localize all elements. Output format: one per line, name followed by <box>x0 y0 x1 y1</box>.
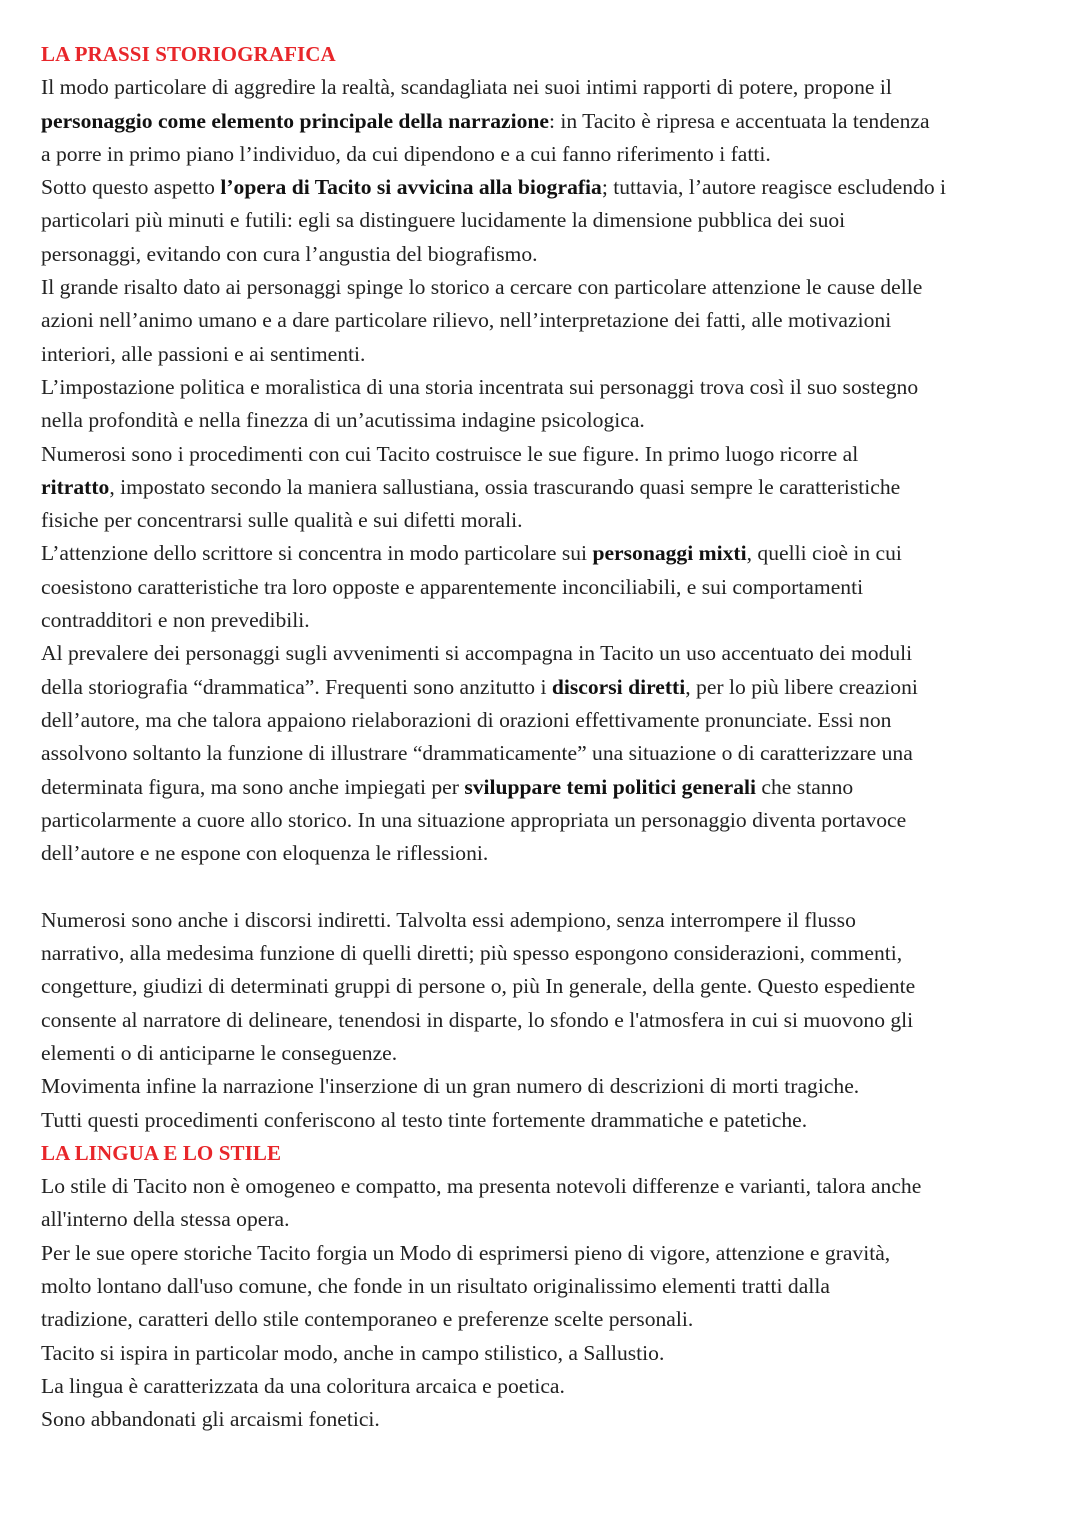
text-segment: : in Tacito è ripresa e accentuata la tendenza <box>548 108 930 133</box>
text-line <box>41 804 1040 837</box>
text-segment: Movimenta infine la narrazione l'inserzione di un gran numero di descrizioni di morti tragiche. <box>41 1074 860 1099</box>
text-segment: , impostato secondo la maniera sallustiana, ossia trascurando quasi sempre le caratteristiche <box>109 474 901 499</box>
text-line <box>41 970 1040 1003</box>
text-line <box>41 1170 1040 1203</box>
section-heading-lingua-stile: LA LINGUA E LO STILE <box>41 1140 282 1165</box>
text-segment: che stanno <box>756 774 854 799</box>
text-segment: interiori, alle passioni e ai sentimenti. <box>41 341 366 366</box>
text-segment: assolvono soltanto la funzione di illustrare “drammaticamente” una situazione o di caratterizzare una <box>41 741 913 766</box>
text-segment: Tacito si ispira in particolar modo, anche in campo stilistico, a Sallustio. <box>41 1340 665 1365</box>
paragraph-lingua-stile <box>41 1170 1040 1436</box>
text-line <box>41 304 1040 337</box>
text-line <box>41 1303 1040 1336</box>
text-segment: Sono abbandonati gli arcaismi fonetici. <box>41 1407 380 1432</box>
text-segment: tradizione, caratteri dello stile contemporaneo e preferenze scelte personali. <box>41 1307 694 1332</box>
text-line <box>41 105 1040 138</box>
text-segment: ; tuttavia, l’autore reagisce escludendo i <box>601 175 947 200</box>
text-segment: della storiografia “drammatica”. Frequenti sono anzitutto i <box>41 674 552 699</box>
text-line <box>41 1237 1040 1270</box>
text-segment: , quelli cioè in cui <box>746 541 902 566</box>
text-segment: dell’autore, ma che talora appaiono rielaborazioni di orazioni effettivamente pronunciate. Essi non <box>41 707 892 732</box>
text-segment: L’impostazione politica e moralistica di una storia incentrata sui personaggi trova così il suo sostegno <box>41 374 919 399</box>
bold-text: ritratto <box>41 474 110 499</box>
bold-text: personaggi mixti <box>592 541 747 566</box>
text-line <box>41 571 1040 604</box>
text-line <box>41 1403 1040 1436</box>
text-segment: all'interno della stessa opera. <box>41 1207 290 1232</box>
text-line <box>41 537 1040 570</box>
text-line <box>41 604 1040 637</box>
paragraph-gap <box>41 870 1040 903</box>
text-line <box>41 171 1040 204</box>
text-line <box>41 737 1040 770</box>
section-heading-prassi: LA PRASSI STORIOGRAFICA <box>41 42 336 66</box>
text-line <box>41 1037 1040 1070</box>
text-segment: fisiche per concentrarsi sulle qualità e sui difetti morali. <box>41 508 523 533</box>
text-segment: molto lontano dall'uso comune, che fonde in un risultato originalissimo elementi tratti dalla <box>41 1273 830 1298</box>
text-segment: Numerosi sono i procedimenti con cui Tacito costruisce le sue figure. In primo luogo ricorre al <box>41 441 859 466</box>
text-segment: nella profondità e nella finezza di un’acutissima indagine psicologica. <box>41 408 645 433</box>
text-line <box>41 504 1040 537</box>
text-segment: particolarmente a cuore allo storico. In una situazione appropriata un personaggio diventa portavoce <box>41 807 907 832</box>
text-segment: narrativo, alla medesima funzione di quelli diretti; più spesso espongono considerazioni, commenti, <box>41 941 903 966</box>
text-segment: azioni nell’animo umano e a dare particolare rilievo, nell’interpretazione dei fatti, alle motivazioni <box>41 308 892 333</box>
bold-text: l’opera di Tacito si avvicina alla biografia <box>220 175 602 200</box>
bold-text: personaggio come elemento principale della narrazione <box>41 108 549 133</box>
text-line <box>41 471 1040 504</box>
text-segment: Lo stile di Tacito non è omogeneo e compatto, ma presenta notevoli differenze e varianti, talora anche <box>41 1174 922 1199</box>
text-segment: Numerosi sono anche i discorsi indiretti. Talvolta essi adempiono, senza interrompere il flusso <box>41 907 856 932</box>
text-segment: Al prevalere dei personaggi sugli avvenimenti si accompagna in Tacito un uso accentuato dei moduli <box>41 641 913 666</box>
text-line <box>41 637 1040 670</box>
text-line <box>41 371 1040 404</box>
text-line <box>41 71 1040 104</box>
text-segment: Tutti questi procedimenti conferiscono al testo tinte fortemente drammatiche e patetiche. <box>41 1107 808 1132</box>
text-line <box>41 1203 1040 1236</box>
text-line <box>41 1337 1040 1370</box>
text-line <box>41 904 1040 937</box>
text-line <box>41 937 1040 970</box>
text-line <box>41 704 1040 737</box>
text-line <box>41 837 1040 870</box>
text-segment: consente al narratore di delineare, tenendosi in disparte, lo sfondo e l'atmosfera in cui si muovono gli <box>41 1007 914 1032</box>
text-line <box>41 338 1040 371</box>
text-segment: determinata figura, ma sono anche impiegati per <box>41 774 465 799</box>
text-segment: a porre in primo piano l’individuo, da cui dipendono e a cui fanno riferimento i fatti. <box>41 141 771 166</box>
text-line <box>41 1270 1040 1303</box>
text-segment: Sotto questo aspetto <box>41 175 221 200</box>
text-line <box>41 238 1040 271</box>
text-line <box>41 204 1040 237</box>
text-line <box>41 1004 1040 1037</box>
text-line <box>41 1104 1040 1137</box>
text-line <box>41 271 1040 304</box>
bold-text: discorsi diretti <box>551 674 686 699</box>
text-segment: L’attenzione dello scrittore si concentra in modo particolare sui <box>41 541 593 566</box>
text-segment: , per lo più libere creazioni <box>685 674 918 699</box>
text-line <box>41 671 1040 704</box>
text-segment: Per le sue opere storiche Tacito forgia un Modo di esprimersi pieno di vigore, attenzione e gravità, <box>41 1240 891 1265</box>
bold-text: sviluppare temi politici generali <box>464 774 757 799</box>
text-segment: personaggi, evitando con cura l’angustia del biografismo. <box>41 241 538 266</box>
paragraph-prassi <box>41 71 1040 870</box>
text-line <box>41 1370 1040 1403</box>
text-segment: contradditori e non prevedibili. <box>41 608 310 633</box>
text-line <box>41 438 1040 471</box>
paragraph-discorsi-indiretti <box>41 904 1040 1137</box>
text-line <box>41 138 1040 171</box>
text-segment: elementi o di anticiparne le conseguenze. <box>41 1040 398 1065</box>
text-segment: La lingua è caratterizzata da una coloritura arcaica e poetica. <box>41 1373 565 1398</box>
text-line <box>41 1070 1040 1103</box>
text-line <box>41 404 1040 437</box>
text-segment: Il grande risalto dato ai personaggi spinge lo storico a cercare con particolare attenzione le cause delle <box>41 275 923 300</box>
text-segment: congetture, giudizi di determinati gruppi di persone o, più In generale, della gente. Questo espediente <box>41 974 916 999</box>
text-segment: coesistono caratteristiche tra loro opposte e apparentemente inconciliabili, e sui comportamenti <box>41 574 864 599</box>
text-segment: particolari più minuti e futili: egli sa distinguere lucidamente la dimensione pubblica dei suoi <box>41 208 846 233</box>
text-line <box>41 771 1040 804</box>
text-segment: dell’autore e ne espone con eloquenza le riflessioni. <box>41 841 489 866</box>
text-segment: Il modo particolare di aggredire la realtà, scandagliata nei suoi intimi rapporti di potere, propone il <box>41 75 892 100</box>
